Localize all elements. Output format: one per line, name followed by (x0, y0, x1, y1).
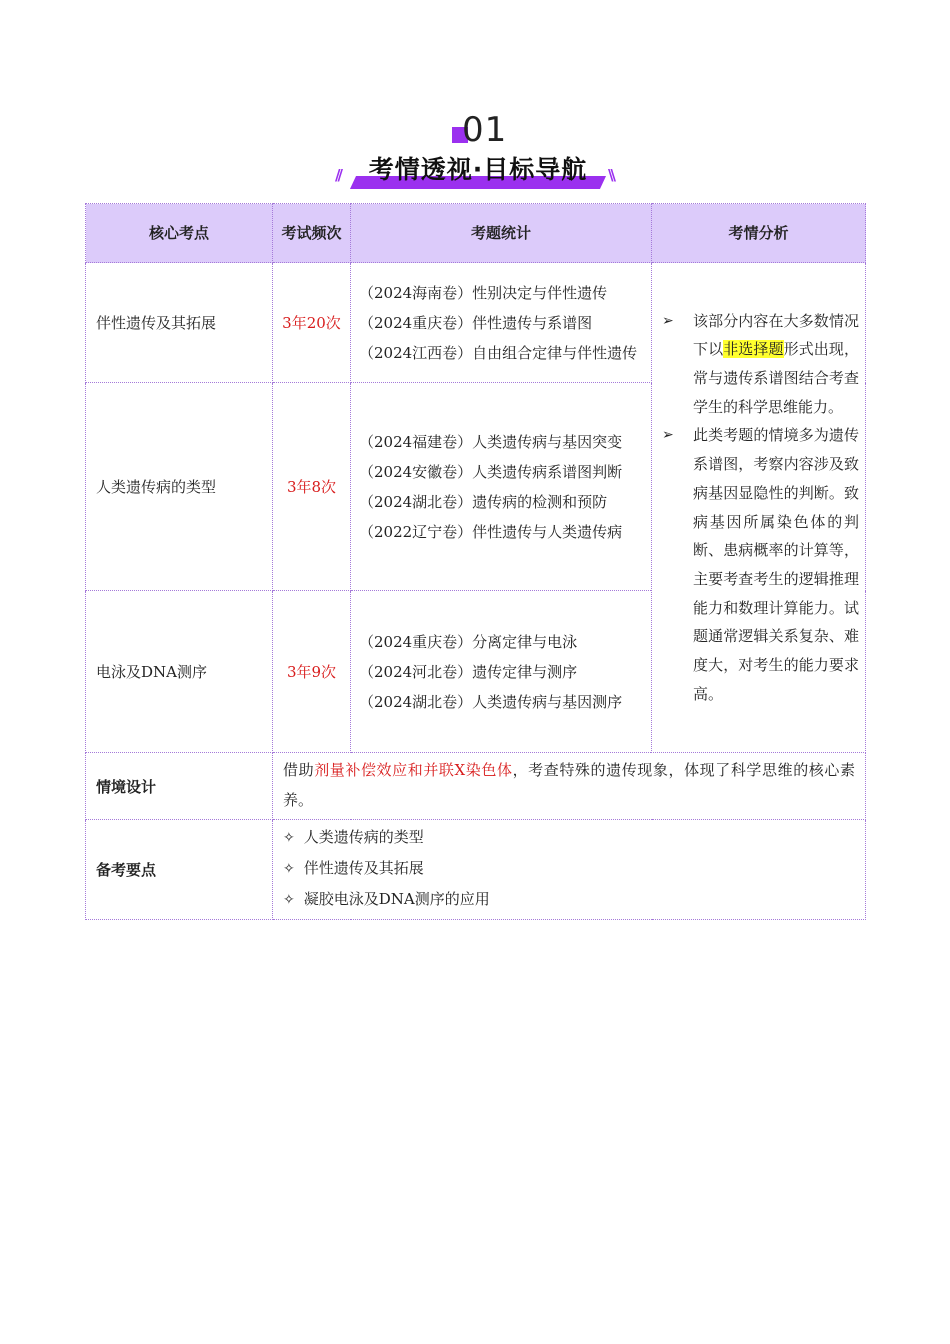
table-row (86, 263, 866, 383)
header-analysis: 考情分析 (652, 204, 866, 263)
prep-item: ✧ 凝胶电泳及DNA测序的应用 (283, 890, 490, 908)
analysis-item: ➢ 该部分内容在大多数情况下以非选择题形式出现，常与遗传系谱图结合考查学生的科学思维能力。 (660, 307, 859, 422)
frequency-cell: 3年20次 (273, 263, 351, 383)
highlighted-concept: 剂量补偿效应和并联X染色体 (314, 761, 513, 779)
statistics-cell (351, 591, 652, 753)
stat-item: （2024湖北卷）遗传病的检测和预防 (359, 492, 608, 511)
frequency-cell: 3年8次 (273, 383, 351, 591)
frequency-cell: 3年9次 (273, 591, 351, 753)
diamond-bullet-icon: ✧ (283, 861, 295, 877)
diamond-bullet-icon: ✧ (283, 892, 295, 908)
arrow-bullet-icon: ➢ (662, 427, 674, 444)
section-heading: 考情透视·目标导航 (368, 155, 588, 184)
decor-slash-right: \\ (608, 166, 613, 184)
table-header-row (86, 204, 866, 263)
prep-row (86, 820, 866, 920)
section-number: 01 (462, 110, 508, 150)
analysis-cell (652, 263, 866, 753)
stat-item: （2024重庆卷）分离定律与电泳 (359, 632, 578, 651)
statistics-cell (351, 383, 652, 591)
stat-item: （2024河北卷）遗传定律与测序 (359, 662, 578, 681)
exam-analysis-table (85, 203, 866, 920)
decor-slash-left: // (335, 166, 340, 184)
prep-cell (273, 820, 866, 920)
stat-item: （2024重庆卷）伴性遗传与系谱图 (359, 313, 593, 332)
prep-item: ✧ 人类遗传病的类型 (283, 828, 424, 846)
stat-item: （2024湖北卷）人类遗传病与基因测序 (359, 692, 623, 711)
topic-cell: 电泳及DNA测序 (86, 591, 273, 753)
arrow-bullet-icon: ➢ (662, 312, 674, 329)
context-row (86, 753, 866, 820)
analysis-list (660, 307, 859, 709)
stat-item: （2024福建卷）人类遗传病与基因突变 (359, 432, 623, 451)
header-core-topic: 核心考点 (86, 204, 273, 263)
prep-item: ✧ 伴性遗传及其拓展 (283, 859, 424, 877)
section-title (0, 108, 950, 188)
context-cell: 借助剂量补偿效应和并联X染色体，考查特殊的遗传现象，体现了科学思维的核心素养。 (273, 753, 866, 820)
highlighted-term: 非选择题 (723, 340, 784, 359)
context-label: 情境设计 (86, 753, 273, 820)
statistics-cell (351, 263, 652, 383)
topic-cell: 人类遗传病的类型 (86, 383, 273, 591)
header-statistics: 考题统计 (351, 204, 652, 263)
analysis-item: ➢ 此类考题的情境多为遗传系谱图，考察内容涉及致病基因显隐性的判断。致病基因所属染色体的判断、患病概率的计算等，主要考查考生的逻辑推理能力和数理计算能力。试题通常逻辑关系复杂、难度大，对考生的能力要求高。 (660, 421, 859, 708)
prep-label: 备考要点 (86, 820, 273, 920)
stat-item: （2022辽宁卷）伴性遗传与人类遗传病 (359, 522, 623, 541)
stat-item: （2024安徽卷）人类遗传病系谱图判断 (359, 462, 623, 481)
stat-item: （2024江西卷）自由组合定律与伴性遗传 (359, 343, 638, 362)
diamond-bullet-icon: ✧ (283, 830, 295, 846)
topic-cell: 伴性遗传及其拓展 (86, 263, 273, 383)
header-frequency: 考试频次 (273, 204, 351, 263)
stat-item: （2024海南卷）性别决定与伴性遗传 (359, 283, 608, 302)
